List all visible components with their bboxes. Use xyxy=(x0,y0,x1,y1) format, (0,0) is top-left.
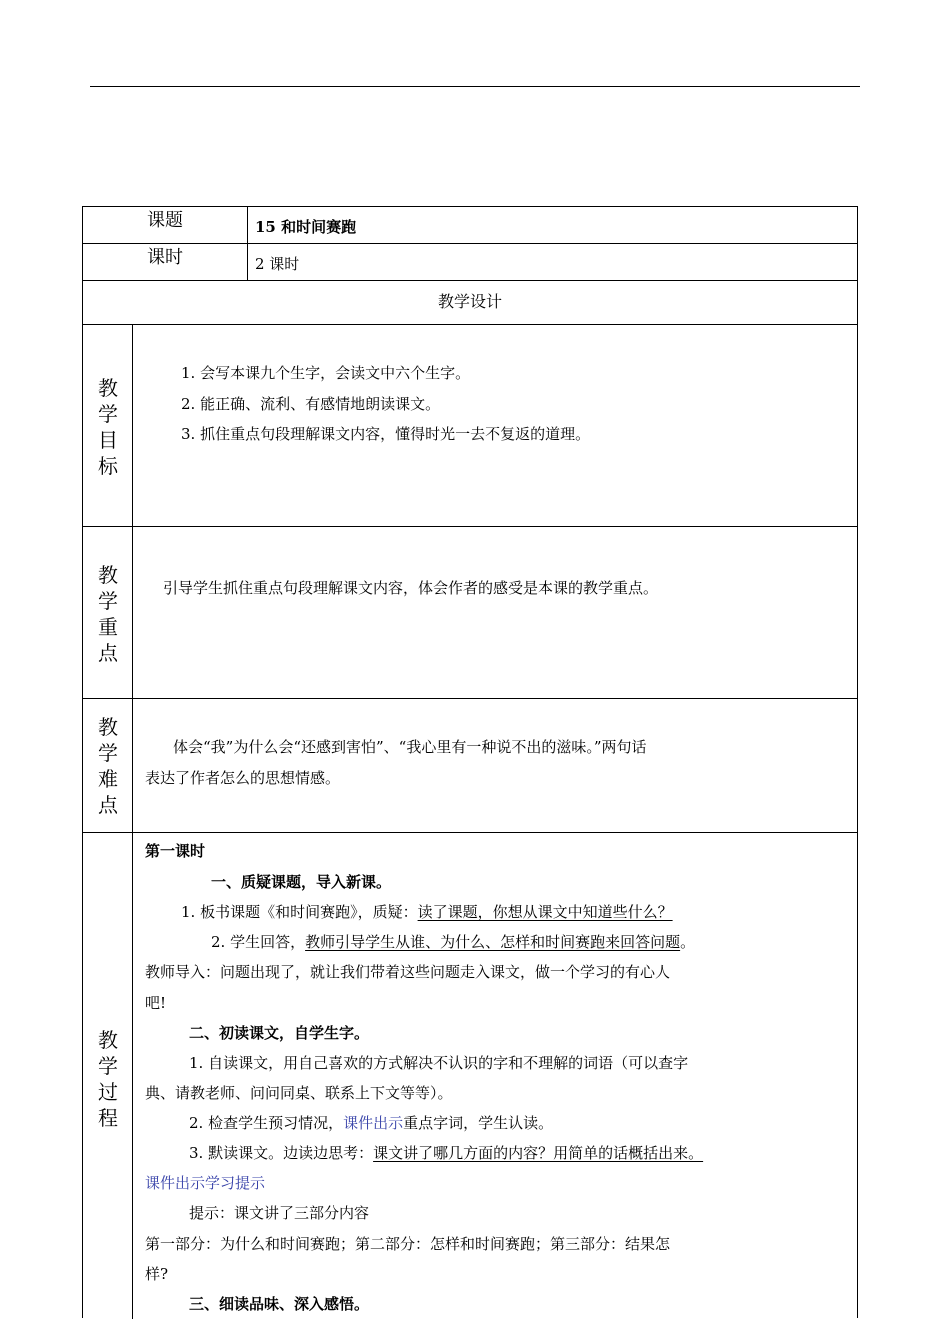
period-label: 课时 xyxy=(147,247,183,268)
goals-label: 教 学 目 标 xyxy=(98,376,118,478)
process-paragraph: 1. 自读课文，用自己喜欢的方式解决不认识的字和不理解的词语（可以查字 xyxy=(189,1054,689,1072)
row-divider xyxy=(83,832,857,833)
design-title: 教学设计 xyxy=(437,292,502,311)
focus-label: 教 学 重 点 xyxy=(98,563,118,665)
focus-text: 引导学生抓住重点句段理解课文内容，体会作者的感受是本课的教学重点。 xyxy=(163,579,659,597)
process-paragraph: 1. 板书课题《和时间赛跑》，质疑：读了课题，你想从课文中知道些什么？ xyxy=(181,903,673,921)
process-paragraph: 教师导入：问题出现了，就让我们带着这些问题走入课文，做一个学习的有心人 xyxy=(145,963,671,981)
row-divider xyxy=(83,324,857,325)
section-title: 三、细读品味、深入感悟。 xyxy=(189,1295,370,1313)
process-paragraph: 3. 默读课文。边读边思考：课文讲了哪几方面的内容？用简单的话概括出来。 xyxy=(189,1144,704,1162)
goal-item: 2. 能正确、流利、有感情地朗读课文。 xyxy=(181,395,441,413)
section-title: 二、初读课文，自学生字。 xyxy=(189,1024,370,1042)
topic-label: 课题 xyxy=(147,210,183,231)
period-value: 2 课时 xyxy=(255,255,300,273)
difficulty-line: 表达了作者怎么的思想情感。 xyxy=(145,769,341,787)
goal-item: 3. 抓住重点句段理解课文内容，懂得时光一去不复返的道理。 xyxy=(181,425,591,443)
difficulty-label: 教 学 难 点 xyxy=(98,715,118,817)
process-paragraph: 第一部分：为什么和时间赛跑；第二部分：怎样和时间赛跑；第三部分：结果怎 xyxy=(145,1235,671,1253)
row-divider xyxy=(83,526,857,527)
process-label: 教 学 过 程 xyxy=(98,1028,118,1130)
difficulty-line: 体会“我”为什么会“还感到害怕”、“我心里有一种说不出的滋味。”两句话 xyxy=(173,738,647,756)
process-paragraph: 2. 检查学生预习情况，课件出示重点字词，学生认读。 xyxy=(189,1114,554,1132)
row-divider xyxy=(83,698,857,699)
courseware-link: 课件出示 xyxy=(343,1114,404,1132)
process-paragraph: 典、请教老师、问问同桌、联系上下文等等）。 xyxy=(145,1084,453,1102)
column-divider xyxy=(247,207,248,280)
topic-value: 15 和时间赛跑 xyxy=(255,218,357,236)
process-paragraph: 吧! xyxy=(145,994,167,1012)
process-paragraph: 2. 学生回答，教师引导学生从谁、为什么、怎样和时间赛跑来回答问题。 xyxy=(211,933,696,951)
lesson-plan-table xyxy=(82,206,858,1318)
goal-item: 1. 会写本课九个生字，会读文中六个生字。 xyxy=(181,364,471,382)
section-title: 一、质疑课题，导入新课。 xyxy=(211,873,392,891)
courseware-hint: 课件出示学习提示 xyxy=(145,1174,266,1192)
lesson-title: 第一课时 xyxy=(145,842,206,860)
process-paragraph: 样? xyxy=(145,1265,169,1283)
page-header-rule xyxy=(90,86,860,87)
process-paragraph: 提示：课文讲了三部分内容 xyxy=(189,1204,370,1222)
